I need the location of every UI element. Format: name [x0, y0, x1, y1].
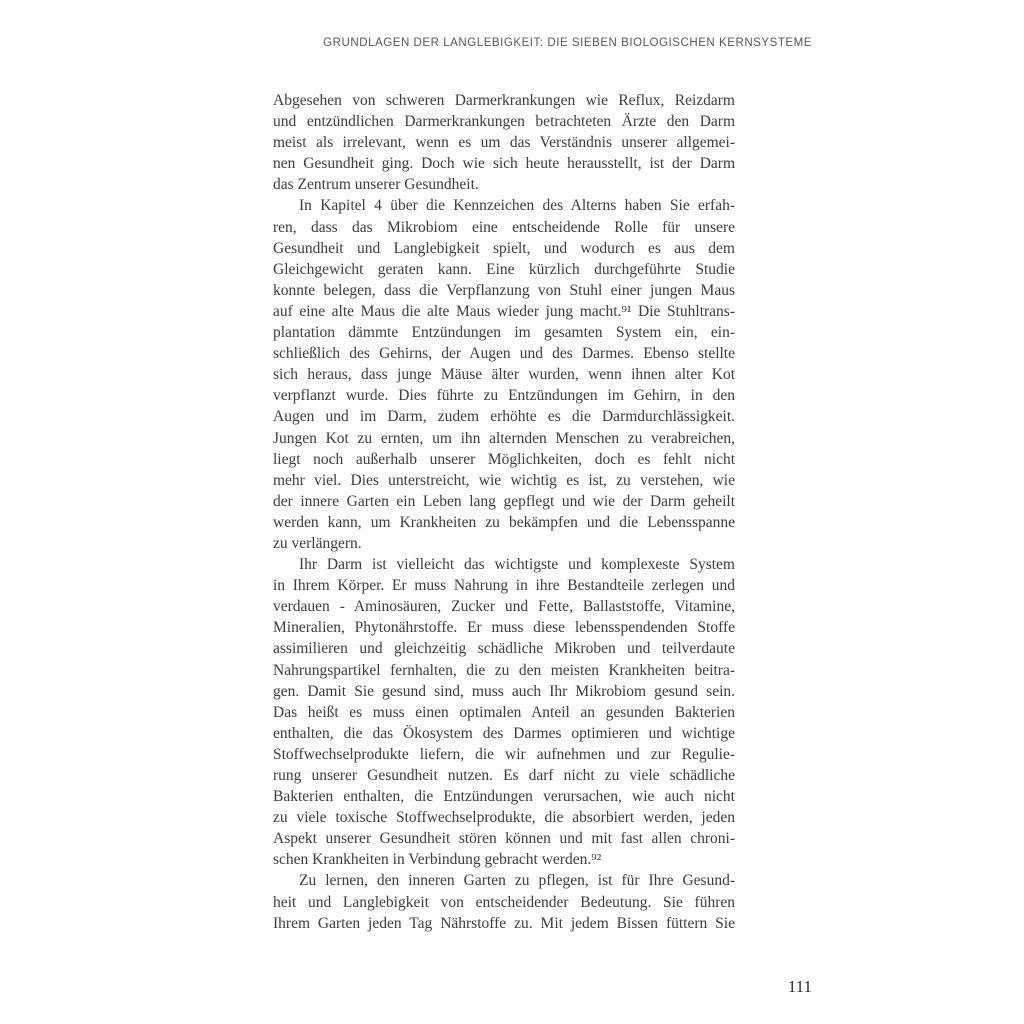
text-line: Bakterien enthalten, die Entzündungen verursachen, wie auch nicht — [273, 788, 735, 806]
text-line: Gesundheit und Langlebigkeit spielt, und wodurch es aus dem — [273, 239, 735, 257]
text-line: plantation dämmte Entzündungen im gesamten System ein, ein- — [273, 324, 735, 342]
text-line: Ihr Darm ist vielleicht das wichtigste und komplexeste System — [299, 556, 735, 574]
text-line: Mineralien, Phytonährstoffe. Er muss diese lebensspendenden Stoffe — [273, 619, 735, 637]
text-line: rung unserer Gesundheit nutzen. Es darf nicht zu viele schädliche — [273, 767, 735, 784]
text-line: ren, dass das Mikrobiom eine entscheidende Rolle für unsere — [273, 218, 735, 236]
text-line: verpflanzt wurde. Dies führte zu Entzündungen im Gehirn, in den — [273, 387, 735, 405]
text-line: Ihrem Garten jeden Tag Nährstoffe zu. Mit jedem Bissen füttern Sie — [273, 914, 735, 932]
text-line: in Ihrem Körper. Er muss Nahrung in ihre Bestandteile zerlegen und — [273, 577, 735, 595]
text-line: Zu lernen, den inneren Garten zu pflegen, ist für Ihre Gesund- — [299, 872, 735, 890]
page-number: 111 — [787, 977, 812, 996]
paragraph — [273, 90, 735, 195]
text-line: Gleichgewicht geraten kann. Eine kürzlich durchgeführte Studie — [273, 260, 735, 278]
text-line: Nahrungspartikel fernhalten, die zu den meisten Krankheiten beitra- — [273, 661, 735, 679]
paragraph — [273, 554, 735, 870]
text-line: Abgesehen von schweren Darmerkrankungen wie Reflux, Reizdarm — [273, 92, 735, 109]
text-line: Stoffwechselprodukte liefern, die wir aufnehmen und zur Regulie- — [273, 745, 735, 763]
text-line: verdauen - Aminosäuren, Zucker und Fette, Ballaststoffe, Vitamine, — [273, 598, 735, 616]
paragraph — [273, 195, 735, 554]
text-line: heit und Langlebigkeit von entscheidender Bedeutung. Sie führen — [273, 893, 735, 911]
text-line: meist als irrelevant, wenn es um das Verständnis unserer allgemei- — [273, 134, 735, 152]
text-line: werden kann, um Krankheiten zu bekämpfen und die Lebensspanne — [273, 513, 735, 531]
text-line: schließlich des Gehirns, der Augen und des Darmes. Ebenso stellte — [273, 345, 735, 363]
text-line: assimilieren und gleichzeitig schädliche Mikroben und teilverdaute — [273, 640, 735, 658]
running-header: GRUNDLAGEN DER LANGLEBIGKEIT: DIE SIEBEN BIOLOGISCHEN KERNSYSTEME — [323, 37, 812, 49]
paragraph — [273, 870, 735, 933]
text-line: Augen und im Darm, zudem erhöhte es die Darmdurchlässigkeit. — [273, 408, 735, 426]
text-line: liegt noch außerhalb unserer Möglichkeiten, doch es fehlt nicht — [273, 450, 735, 468]
text-line: gen. Damit Sie gesund sind, muss auch Ihr Mikrobiom gesund sein. — [273, 682, 735, 700]
text-line: zu viele toxische Stoffwechselprodukte, die absorbiert werden, jeden — [273, 809, 735, 827]
text-line: das Zentrum unserer Gesundheit. — [273, 176, 479, 194]
text-line: und entzündlichen Darmerkrankungen betrachteten Ärzte den Darm — [273, 113, 735, 131]
text-line: auf eine alte Maus die alte Maus wieder jung macht.⁹¹ Die Stuhltrans- — [273, 302, 735, 320]
text-line: In Kapitel 4 über die Kennzeichen des Alterns haben Sie erfah- — [299, 197, 735, 215]
text-line: Jungen Kot zu ernten, um ihn alternden Menschen zu verabreichen, — [273, 429, 735, 447]
body-text — [273, 90, 735, 934]
text-line: Aspekt unserer Gesundheit stören können und mit fast allen chroni- — [273, 830, 735, 848]
text-line: mehr viel. Dies unterstreicht, wie wichtig es ist, zu verstehen, wie — [273, 471, 735, 489]
text-line: schen Krankheiten in Verbindung gebracht werden.⁹² — [273, 851, 602, 869]
text-line: zu verlängern. — [273, 534, 362, 552]
text-line: konnte belegen, dass die Verpflanzung von Stuhl einer jungen Maus — [273, 281, 735, 299]
text-line: sich heraus, dass junge Mäuse älter wurden, wenn ihnen alter Kot — [273, 366, 735, 384]
text-line: Das heißt es muss einen optimalen Anteil an gesunden Bakterien — [273, 703, 735, 721]
text-line: der innere Garten ein Leben lang gepflegt und wie der Darm geheilt — [273, 492, 735, 510]
text-line: enthalten, die das Ökosystem des Darmes optimieren und wichtige — [273, 724, 735, 742]
text-line: nen Gesundheit ging. Doch wie sich heute herausstellt, ist der Darm — [273, 155, 735, 173]
